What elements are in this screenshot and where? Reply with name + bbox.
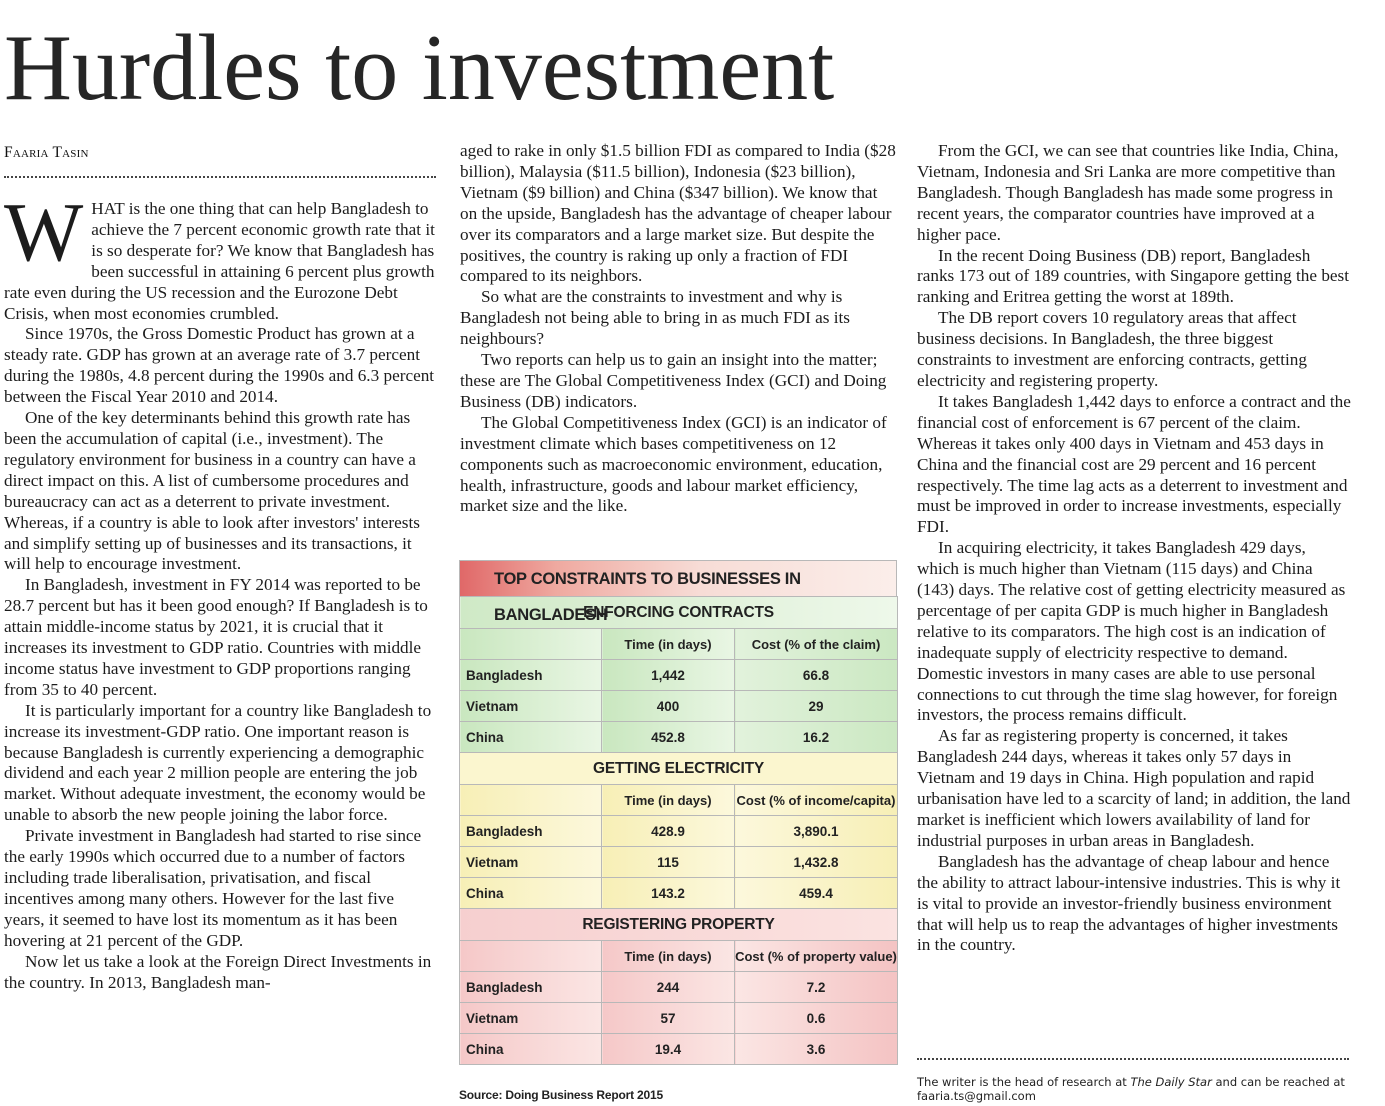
row-label: Bangladesh [460,972,602,1003]
table-row [460,1003,898,1034]
paragraph: In acquiring electricity, it takes Bangladesh 429 days, which is much higher than Vietnam (115 days) and China (143) days. The relative cost of getting electricity measured as percentage of per capita GDP is much higher in Bangladesh relative to its comparators. The high cost is an indication of inadequate supply of electricity respective to demand. Domestic investors in many cases are able to use personal connections to cut through the time slag however, for foreign investors, the process remains difficult. [917,538,1346,725]
headline: Hurdles to investment [4,16,835,120]
row-label: Vietnam [460,691,602,722]
paragraph: Since 1970s, the Gross Domestic Product has grown at a steady rate. GDP has grown at an average rate of 3.7 percent during the 1980s, 4.8 percent during the 1990s and 6.3 percent between the Fiscal Year 2010 and 2014. [4,324,435,407]
cost-value: 29 [735,691,898,722]
cost-value: 0.6 [735,1003,898,1034]
blank-cell [460,785,602,816]
table-row [460,972,898,1003]
time-value: 244 [602,972,735,1003]
drop-cap: W [4,186,84,279]
row-label: Vietnam [460,1003,602,1034]
byline: Faaria Tasin [4,144,89,161]
time-value: 428.9 [602,816,735,847]
row-label: China [460,1034,602,1065]
paragraph: One of the key determinants behind this growth rate has been the accumulation of capital (i.e., investment). The regulatory environment for business in a country can have a direct impact on this. A list of cumbersome procedures and bureaucracy can act as a deterrent to private investment. Whereas, if a country is able to look after investors' interests and simplify setting up of businesses and its transactions, it will help to encourage investment. [4,408,420,574]
row-label: Bangladesh [460,660,602,691]
paragraph: As far as registering property is concerned, it takes Bangladesh 244 days, whereas it takes only 57 days in Vietnam and 19 days in China. High population and rapid urbanisation have led to a scarcity of land; in addition, the land market is inefficient which lowers availability of land for industrial purposes in urban areas in Bangladesh. [917,726,1351,850]
footer-divider [917,1058,1349,1060]
cost-value: 7.2 [735,972,898,1003]
row-label: Bangladesh [460,816,602,847]
column-header-cost: Cost (% of the claim) [735,629,898,660]
section-header-enforcing-contracts: ENFORCING CONTRACTS [460,597,898,629]
article-column-2 [460,141,898,517]
publication-name: The Daily Star [1130,1075,1212,1089]
paragraph: In the recent Doing Business (DB) report, Bangladesh ranks 173 out of 189 countries, with Singapore getting the best ranking and Eritrea getting the worst at 189th. [917,245,1350,307]
row-label: China [460,878,602,909]
time-value: 400 [602,691,735,722]
paragraph: So what are the constraints to investment and why is Bangladesh not being able to bring in as much FDI as its neighbours? [460,287,851,349]
paragraph: It is particularly important for a country like Bangladesh to increase its investment-GDP ratio. One important reason is because Bangladesh is currently experiencing a demographic dividend and each year 2 million people are entering the job market. Without adequate investment, the economy would be unable to absorb the new people joining the labor force. [4,700,432,825]
constraints-grid [459,596,898,1065]
paragraph: In Bangladesh, investment in FY 2014 was reported to be 28.7 percent but has it been good enough? If Bangladesh is to attain middle-income status by 2021, it is crucial that it increases its investment to GDP ratio. Countries with middle income status have investment to GDP proportions ranging from 35 to 40 percent. [4,575,428,699]
column-header-cost: Cost (% of property value) [735,941,898,972]
paragraph: Bangladesh has the advantage of cheap labour and hence the ability to attract labour-intensive industries. This is why it is vital to provide an investor-friendly business environment that will help us to reap the advantages of higher investments in the country. [917,851,1341,955]
blank-cell [460,941,602,972]
column-header-time: Time (in days) [602,785,735,816]
section-header-getting-electricity: GETTING ELECTRICITY [460,753,898,785]
cost-value: 66.8 [735,660,898,691]
time-value: 19.4 [602,1034,735,1065]
section-header-registering-property: REGISTERING PROPERTY [460,909,898,941]
row-label: Vietnam [460,847,602,878]
table-row [460,878,898,909]
table-row [460,816,898,847]
table-source: Source: Doing Business Report 2015 [459,1088,663,1102]
author-note-text: The writer is the head of research at [917,1075,1131,1089]
lead-paragraph-text: HAT is the one thing that can help Bangladesh to achieve the 7 percent economic growth rate that it is so desperate for? We know that Bangladesh has been successful in attaining 6 percent plus growth rate even during the US recession and the Eurozone Debt Crisis, when most economies crumbled. [4,199,435,323]
cost-value: 3.6 [735,1034,898,1065]
paragraph: The Global Competitiveness Index (GCI) is an indicator of investment climate which bases competitiveness on 12 components such as macroeconomic environment, education, health, infrastructure, goods and labour market efficiency, market size and the like. [460,412,887,516]
paragraph: From the GCI, we can see that countries like India, China, Vietnam, Indonesia and Sri Lanka are more competitive than Bangladesh. Though Bangladesh has made some progress in recent years, the comparator countries have improved at a higher pace. [917,141,1339,244]
paragraph: The DB report covers 10 regulatory areas that affect business decisions. In Bangladesh, the three biggest constraints to investment are enforcing contracts, getting electricity and registering property. [917,308,1307,390]
blank-cell [460,629,602,660]
byline-divider [4,176,436,178]
time-value: 452.8 [602,722,735,753]
time-value: 143.2 [602,878,735,909]
cost-value: 3,890.1 [735,816,898,847]
cost-value: 16.2 [735,722,898,753]
article-column-3 [917,141,1351,956]
constraints-table [459,560,897,1065]
paragraph: Private investment in Bangladesh had started to rise since the early 1990s which occurred due to a number of factors including trade liberalisation, privatisation, and fiscal incentives among many others. However for the last five years, it seemed to have lost its momentum as it has been hovering at 21 percent of the GDP. [4,826,422,950]
time-value: 57 [602,1003,735,1034]
article-column-1 [4,186,436,993]
paragraph: aged to rake in only $1.5 billion FDI as compared to India ($28 billion), Malaysia ($11.5 billion), Indonesia ($23 billion), Vietnam ($9 billion) and China ($347 billion). We know that on the upside, Bangladesh has the advantage of cheaper labour over its comparators and a large market size. But despite the positives, the country is raking up only a fraction of FDI compared to its neighbors. [460,141,896,286]
time-value: 115 [602,847,735,878]
row-label: China [460,722,602,753]
table-row [460,722,898,753]
column-header-time: Time (in days) [602,629,735,660]
paragraph: Now let us take a look at the Foreign Direct Investments in the country. In 2013, Bangladesh man- [4,951,432,992]
cost-value: 459.4 [735,878,898,909]
column-header-time: Time (in days) [602,941,735,972]
paragraph: It takes Bangladesh 1,442 days to enforce a contract and the financial cost of enforcement is 67 percent of the claim. Whereas it takes only 400 days in Vietnam and 453 days in China and the financial cost are 29 percent and 16 percent respectively. The time lag acts as a deterrent to investment and must be improved in order to increase investments, especially FDI. [917,391,1351,537]
lead-paragraph [4,186,436,324]
author-note-contact: and can be reached at faaria.ts@gmail.com [917,1075,1345,1103]
table-title: TOP CONSTRAINTS TO BUSINESSES IN BANGLADESH [459,560,897,596]
author-note [917,1075,1347,1103]
table-row [460,691,898,722]
time-value: 1,442 [602,660,735,691]
table-row [460,660,898,691]
paragraph: Two reports can help us to gain an insight into the matter; these are The Global Competitiveness Index (GCI) and Doing Business (DB) indicators. [460,350,887,411]
column-header-cost: Cost (% of income/capita) [735,785,898,816]
table-row [460,1034,898,1065]
table-row [460,847,898,878]
cost-value: 1,432.8 [735,847,898,878]
